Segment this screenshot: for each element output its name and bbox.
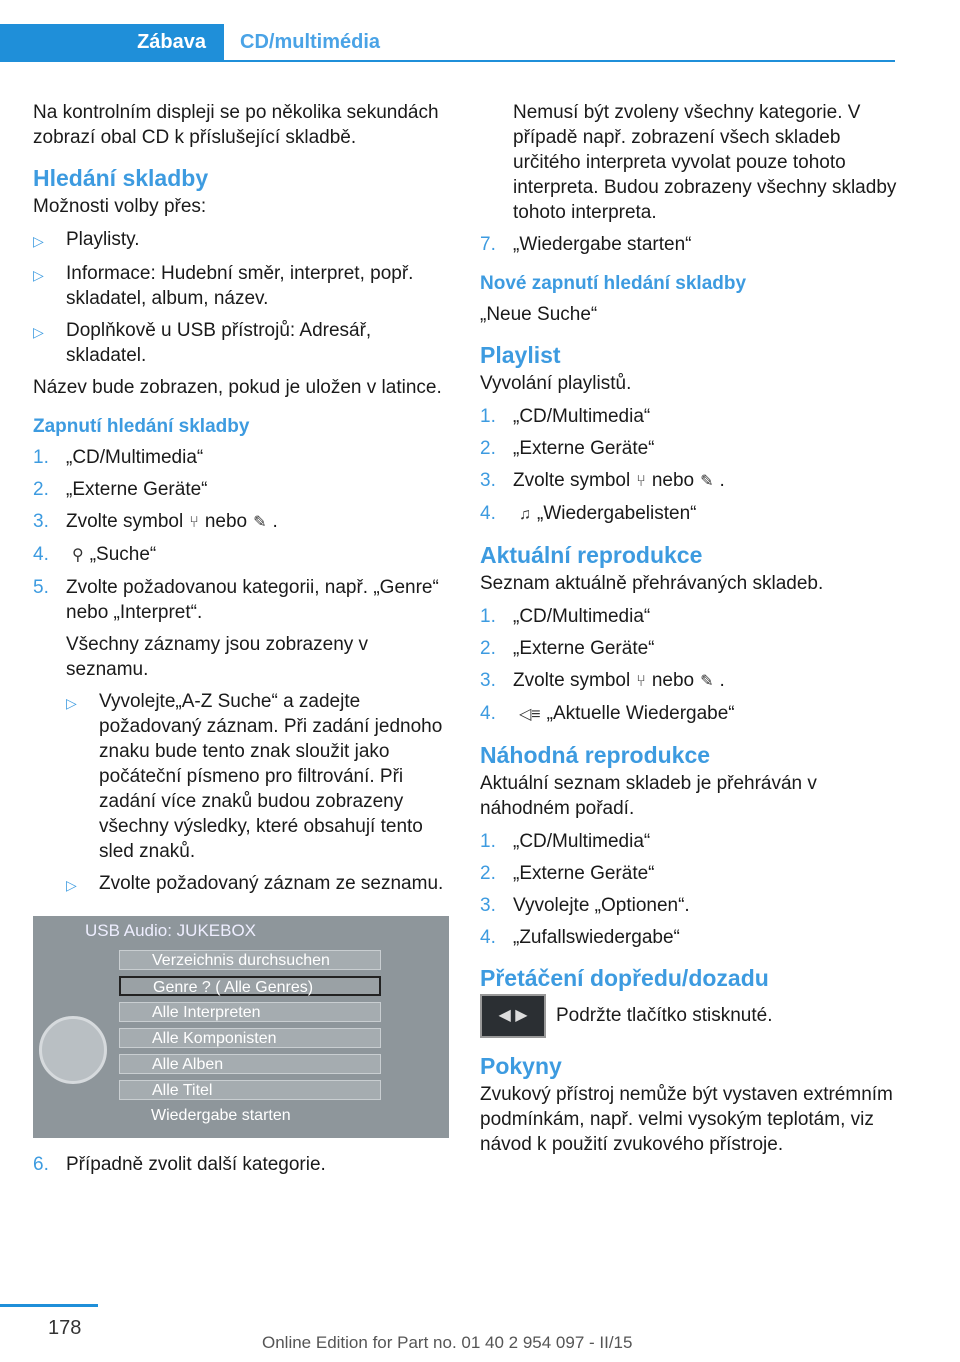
usb-icon: ⑂: [636, 673, 646, 690]
name-note: Název bude zobrazen, pokud je uložen v latince.: [33, 377, 442, 398]
playlist-icon: ♫: [519, 506, 531, 523]
screen-menu-item-selected: Genre ? ( Alle Genres): [119, 976, 381, 996]
bullet-item: ▷ Doplňkově u USB přístrojů: Adresář, skladatel.: [33, 320, 372, 366]
heading-new-search: Nové zapnutí hledání skladby: [480, 273, 747, 294]
ff-text: ◀ ▶ Podržte tlačítko stisknuté.: [480, 994, 900, 1038]
tab-cd-multimedia: CD/multimédia: [240, 30, 381, 53]
step-note: Nemusí být zvoleny všechny kategorie. V případě např. zobrazení všech skladeb určitého interpreta vyvolat pouze tohoto interpreta. Budou zobrazeny všechny skladby tohoto interpreta.: [513, 102, 897, 223]
screen-menu-item: Wiedergabe starten: [151, 1107, 291, 1124]
left-column: [33, 100, 453, 1184]
random-intro: Aktuální seznam skladeb je přehráván v náhodném pořadí.: [480, 773, 817, 819]
step-item: 1. „CD/Multimedia“: [480, 831, 651, 852]
heading-fast-forward: Přetáčení dopředu/dozadu: [480, 965, 769, 991]
step-item: 4. ⚲ „Suche“: [33, 542, 453, 568]
step-item: 3. Vyvolejte „Optionen“.: [480, 895, 690, 916]
device-icon: ✎: [253, 514, 267, 531]
header-divider: [0, 60, 895, 62]
page-number: 178: [48, 1317, 82, 1339]
bullet-item: ▷ Playlisty.: [33, 227, 453, 254]
notes-text: Zvukový přístroj nemůže být vystaven extrémním podmínkám, např. velmi vysokým teplotám, viz návod k použití zvukového přístroje.: [480, 1084, 893, 1155]
step-item: 4. „Zufallswiedergabe“: [480, 927, 680, 948]
search-icon: ⚲: [72, 547, 84, 564]
step-item: 6. Případně zvolit další kategorie.: [33, 1154, 326, 1175]
heading-playlist: Playlist: [480, 342, 561, 368]
screen-menu-item: Alle Komponisten: [119, 1028, 381, 1048]
idrive-screenshot: [33, 916, 449, 1138]
heading-start-search: Zapnutí hledání skladby: [33, 416, 250, 437]
usb-icon: ⑂: [636, 473, 646, 490]
intro-text: Na kontrolním displeji se po několika sekundách zobrazí obal CD k příslušející skladbě.: [33, 102, 439, 148]
right-column: [480, 100, 900, 1165]
heading-search: Hledání skladby: [33, 165, 209, 191]
usb-icon: ⑂: [189, 514, 199, 531]
step-item: 7. „Wiedergabe starten“: [480, 234, 692, 255]
bullet-icon: ▷: [33, 233, 44, 249]
screen-menu-item: Alle Alben: [119, 1054, 381, 1074]
step-item: 1. „CD/Multimedia“: [33, 447, 204, 468]
screen-menu-item: Alle Titel: [119, 1080, 381, 1100]
screen-menu-item: Alle Interpreten: [119, 1002, 381, 1022]
bullet-icon: ▷: [33, 267, 44, 283]
search-intro: Možnosti volby přes:: [33, 196, 207, 217]
current-intro: Seznam aktuálně přehrávaných skladeb.: [480, 573, 824, 594]
step-item: 4. ♫ „Wiedergabelisten“: [480, 501, 900, 527]
bullet-icon: ▷: [33, 324, 44, 340]
bullet-item: ▷ Informace: Hudební směr, interpret, popř. skladatel, album, název.: [33, 263, 414, 309]
step-item: 2. „Externe Geräte“: [33, 479, 208, 500]
device-icon: ✎: [700, 473, 714, 490]
bullet-icon: ▷: [66, 877, 77, 893]
screen-menu-item: Verzeichnis durchsuchen: [119, 950, 381, 970]
device-icon: ✎: [700, 673, 714, 690]
header-tabs: [0, 24, 895, 62]
step-item: 3. Zvolte symbol ⑂ nebo ✎ .: [480, 468, 900, 494]
footer-divider: [0, 1304, 98, 1307]
heading-current-playback: Aktuální reprodukce: [480, 542, 703, 568]
step-item: 2. „Externe Geräte“: [480, 863, 655, 884]
step-item: 4. ◁≡ „Aktuelle Wiedergabe“: [480, 701, 900, 727]
skip-buttons-icon: ◀ ▶: [480, 994, 546, 1038]
edition-text: Online Edition for Part no. 01 40 2 954 097 - II/15: [262, 1333, 633, 1352]
heading-random-playback: Náhodná reprodukce: [480, 742, 711, 768]
new-search-text: „Neue Suche“: [480, 304, 598, 325]
step-item: 2. „Externe Geräte“: [480, 638, 655, 659]
step-item: 3. Zvolte symbol ⑂ nebo ✎ .: [480, 668, 900, 694]
tab-zabava: Zábava: [0, 24, 224, 60]
step-item: 1. „CD/Multimedia“: [480, 406, 651, 427]
step-item: 1. „CD/Multimedia“: [480, 606, 651, 627]
step-item: 2. „Externe Geräte“: [480, 438, 655, 459]
heading-notes: Pokyny: [480, 1053, 562, 1079]
screen-title: USB Audio: JUKEBOX: [85, 921, 257, 940]
step-note: Všechny záznamy jsou zobrazeny v seznamu.: [66, 634, 369, 680]
sub-bullet: ▷ Vyvolejte„A-Z Suche“ a zadejte požadovaný záznam. Při zadání jednoho znaku bude tento znak sloužit jako počáteční písmeno pro filtrování. Při zadání více znaků budou zobrazeny všechny výsledky, které obsahují tento sled znaků.: [66, 691, 443, 862]
step-item: 5. Zvolte požadovanou kategorii, např. „Genre“ nebo „Interpret“.: [33, 577, 439, 623]
step-item: 3. Zvolte symbol ⑂ nebo ✎ .: [33, 509, 453, 535]
speaker-list-icon: ◁≡: [519, 706, 541, 723]
controller-knob-icon: [39, 1016, 107, 1084]
bullet-icon: ▷: [66, 695, 77, 711]
sub-bullet: ▷ Zvolte požadovaný záznam ze seznamu.: [33, 871, 453, 898]
playlist-intro: Vyvolání playlistů.: [480, 373, 632, 394]
